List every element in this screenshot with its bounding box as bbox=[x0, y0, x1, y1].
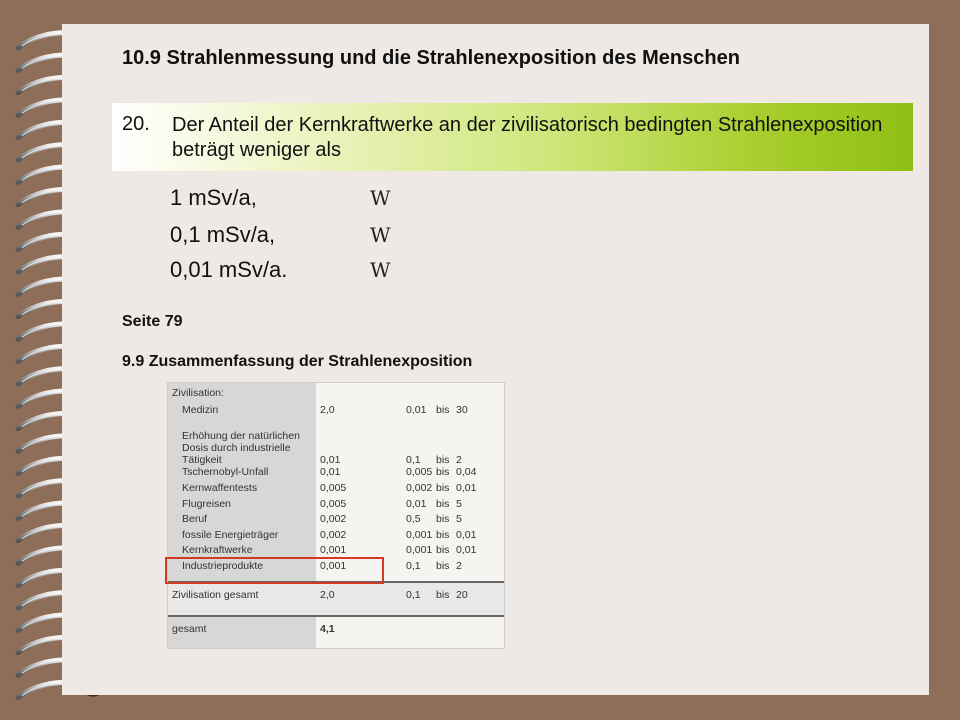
section-heading: 9.9 Zusammenfassung der Strahlenexposition bbox=[122, 353, 473, 370]
table-header-row bbox=[168, 383, 504, 404]
table-row: Tschernobyl-Unfall 0,01 0,005 bis 0,04 bbox=[168, 466, 504, 482]
table-subtotal-row: Zivilisation gesamt 2,0 0,1 bis 20 bbox=[168, 582, 504, 616]
option-2-mark[interactable]: W bbox=[370, 223, 391, 247]
table-row: Flugreisen 0,005 0,01 bis 5 bbox=[168, 498, 504, 514]
exposure-table bbox=[168, 383, 504, 648]
table-row: Kernwaffentests 0,005 0,002 bis 0,01 bbox=[168, 482, 504, 498]
option-1-mark[interactable]: W bbox=[370, 186, 391, 210]
page-reference: Seite 79 bbox=[122, 313, 183, 330]
slide-title: 10.9 Strahlenmessung und die Strahlenexposition des Menschen bbox=[122, 47, 740, 69]
table-row: fossile Energieträger 0,002 0,001 bis 0,01 bbox=[168, 529, 504, 545]
question-text: Der Anteil der Kernkraftwerke an der zivilisatorisch bedingten Strahlenexposition beträgt weniger als bbox=[172, 114, 883, 161]
option-3-mark[interactable]: W bbox=[370, 258, 391, 282]
table-header: Zivilisation: bbox=[168, 383, 316, 404]
question-bar bbox=[112, 103, 913, 171]
option-3-label: 0,01 mSv/a. bbox=[170, 257, 288, 282]
table-row-kernkraftwerke: Kernkraftwerke 0,001 0,001 bis 0,01 bbox=[168, 544, 504, 560]
exposure-table-scan bbox=[167, 382, 505, 649]
option-1-label: 1 mSv/a, bbox=[170, 185, 257, 210]
highlight-box bbox=[165, 557, 384, 584]
table-row: Beruf 0,002 0,5 bis 5 bbox=[168, 513, 504, 529]
option-2-label: 0,1 mSv/a, bbox=[170, 222, 276, 247]
table-row: Medizin 2,0 0,01 bis 30 bbox=[168, 404, 504, 420]
table-row: Industrieprodukte 0,001 0,1 bis 2 bbox=[168, 560, 504, 582]
question-number: 20. bbox=[122, 113, 150, 135]
table-row: Erhöhung der natürlichen Dosis durch industrielle Tätigkeit 0,01 0,1 bis 2 bbox=[168, 419, 504, 466]
table-total-row: gesamt 4,1 bbox=[168, 616, 504, 648]
